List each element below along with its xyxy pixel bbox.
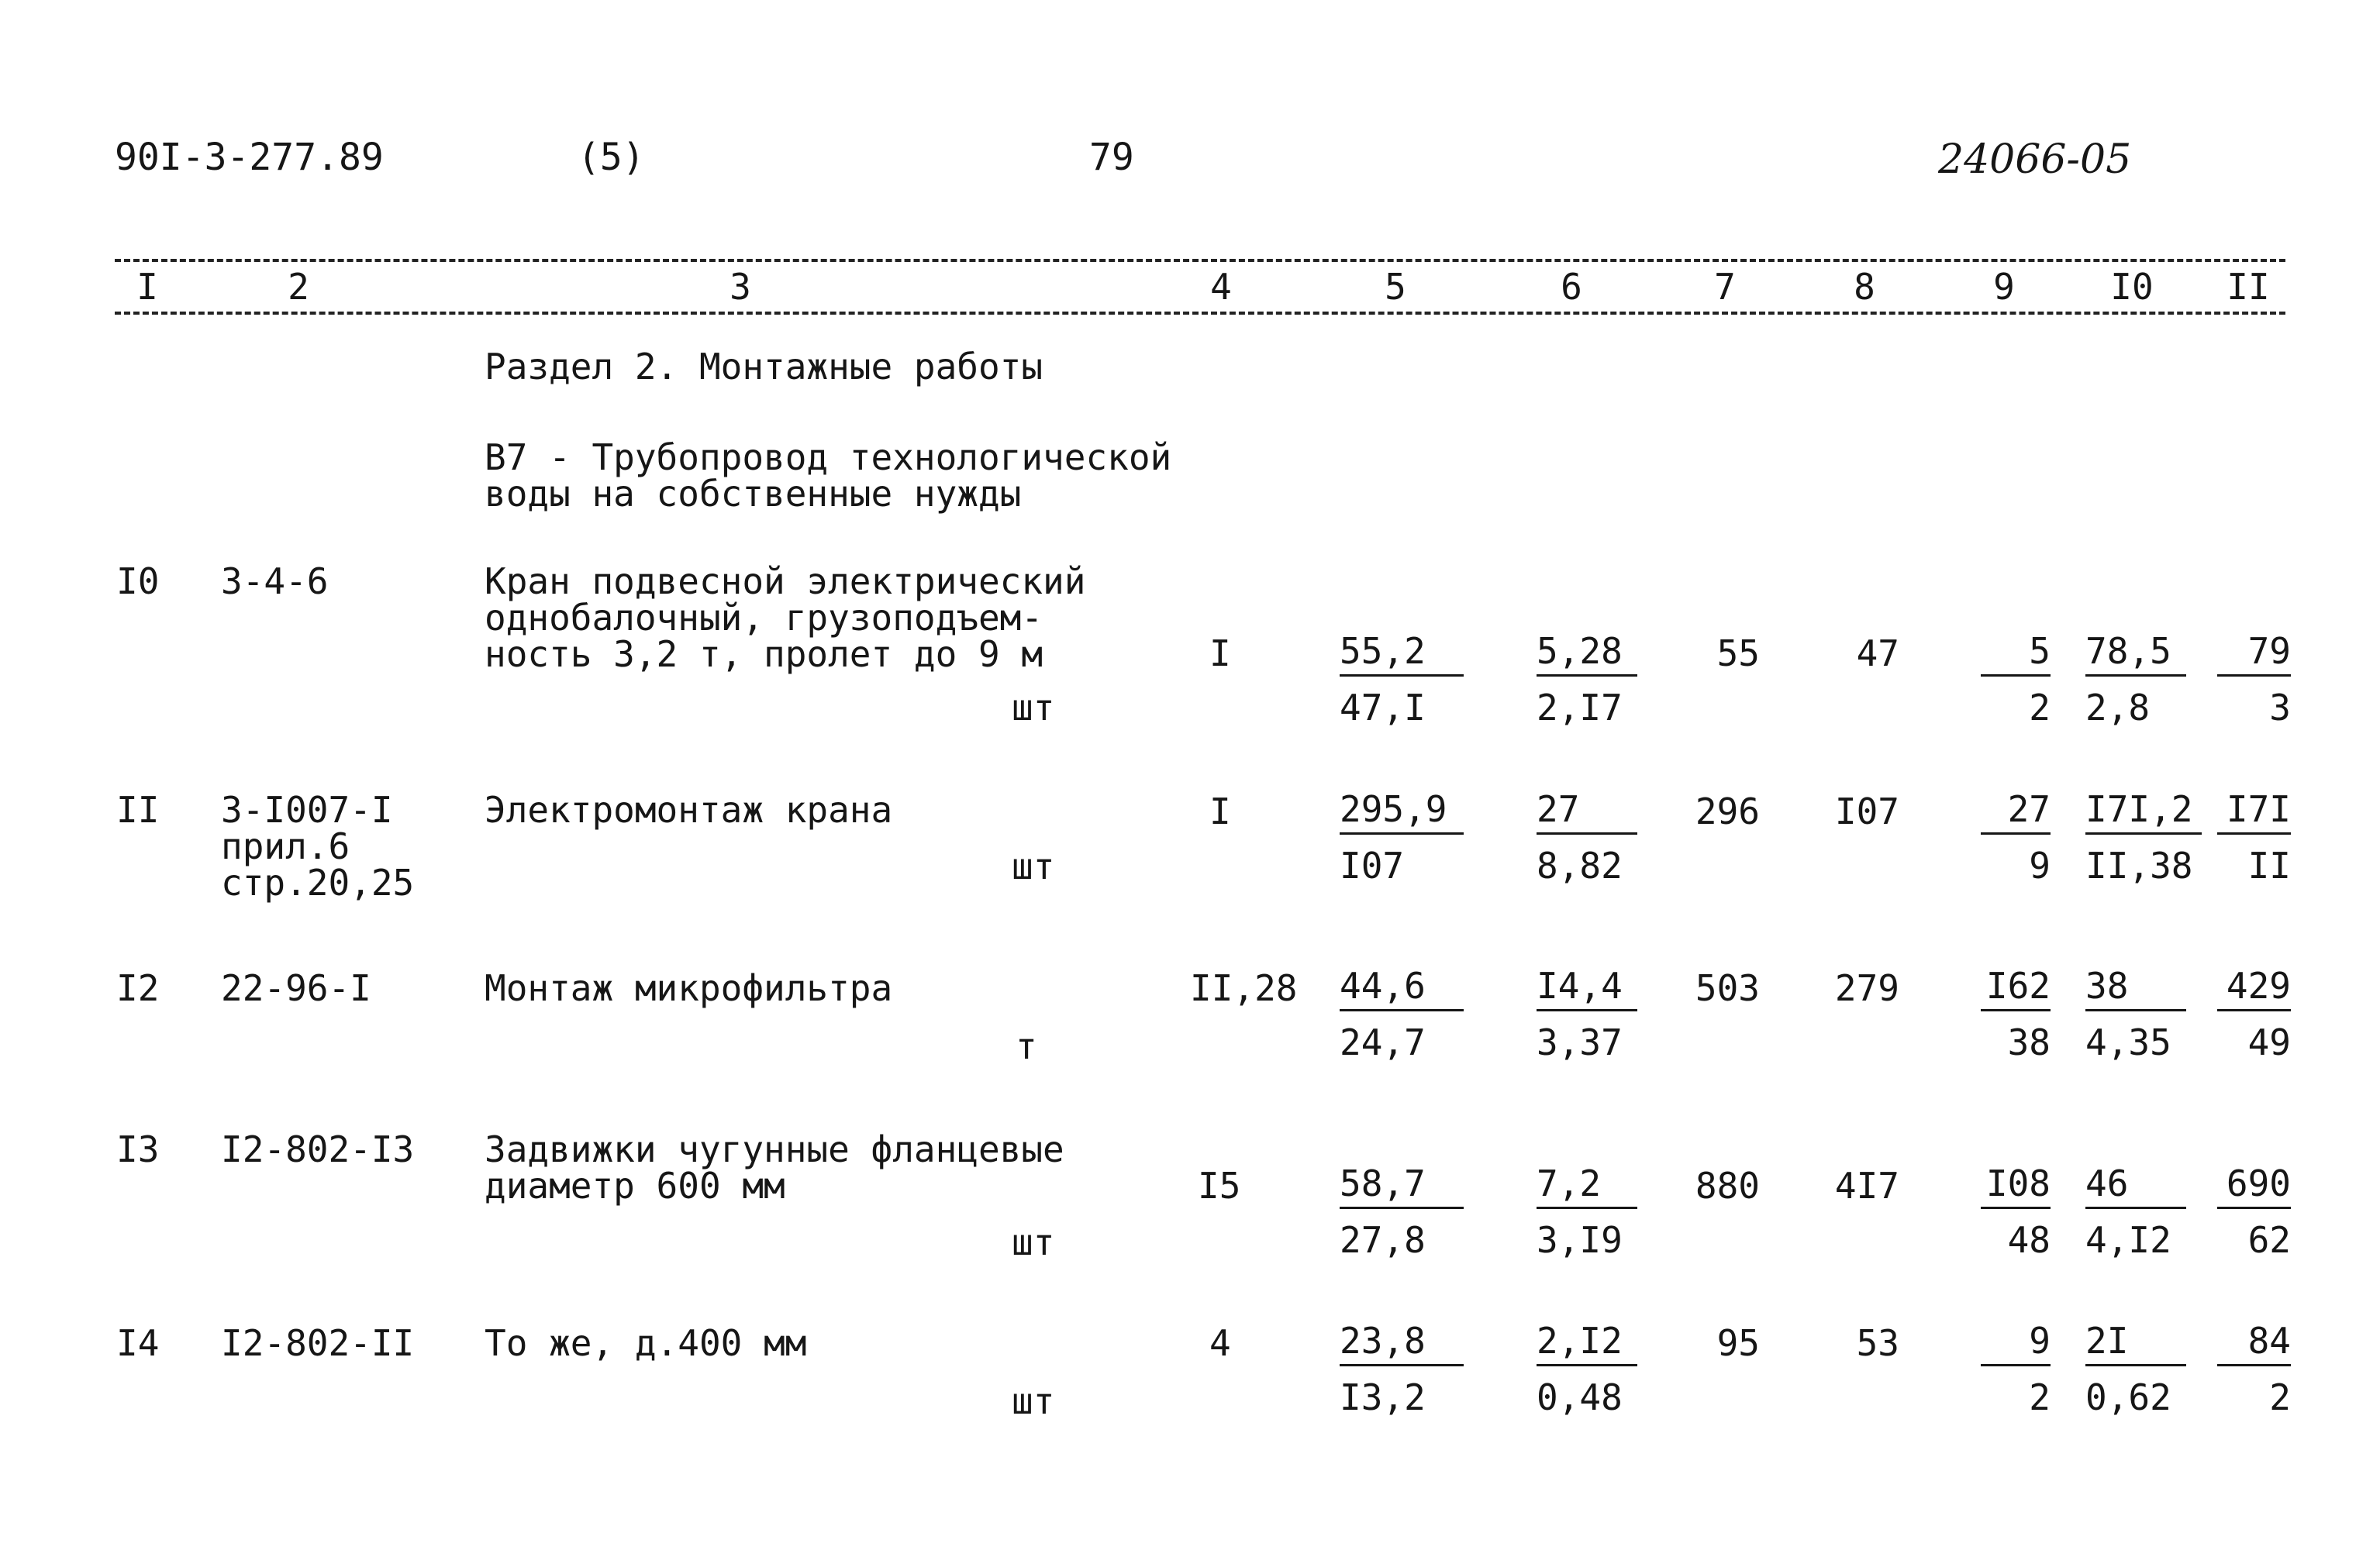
- row-number: I4: [116, 1322, 160, 1364]
- total-cost: 296: [1695, 791, 1760, 832]
- labor-fraction: $\frac{78,5}{2,8}$: [2085, 631, 2186, 728]
- installation-cost-fraction: $\frac{7,2}{3,I9}$: [1537, 1163, 1637, 1260]
- quantity: 4: [1209, 1322, 1231, 1364]
- work-description: Задвижки чугунные фланцевые: [485, 1128, 1064, 1170]
- unit-cost-fraction: $\frac{55,2}{47,I}$: [1340, 631, 1464, 728]
- installation-cost-fraction: $\frac{2,I2}{0,48}$: [1537, 1321, 1637, 1417]
- unit-cost-fraction: $\frac{23,8}{I3,2}$: [1340, 1321, 1464, 1417]
- labor-fraction: $\frac{46}{4,I2}$: [2085, 1163, 2186, 1260]
- labor-fraction: $\frac{I7I,2}{II,38}$: [2085, 789, 2202, 886]
- total-cost: 55: [1716, 632, 1760, 674]
- total-cost: 503: [1695, 967, 1760, 1009]
- column-header-8: 8: [1854, 266, 1875, 308]
- column-header-2: 2: [288, 266, 309, 308]
- row-number: II: [116, 789, 160, 831]
- header-bottom-divider: [115, 312, 2285, 315]
- wages-fraction: $\frac{9}{2}$: [1981, 1321, 2051, 1417]
- row-number: I2: [116, 967, 160, 1009]
- row-number: I3: [116, 1128, 160, 1170]
- work-description: Монтаж микрофильтра: [485, 967, 893, 1009]
- column-header-4: 4: [1210, 266, 1232, 308]
- document-part: (5): [578, 136, 645, 179]
- unit-cost-fraction: $\frac{295,9}{I07}$: [1340, 789, 1464, 886]
- work-description: ность 3,2 т, пролет до 9 м: [485, 633, 1043, 675]
- unit-of-measure: шт: [1012, 687, 1055, 729]
- total-labor-fraction: $\frac{84}{2}$: [2217, 1321, 2291, 1417]
- work-description: То же, д.400 мм: [485, 1322, 807, 1364]
- column-header-9: 9: [1993, 266, 2015, 308]
- price-code: I2-802-I3: [221, 1128, 415, 1170]
- quantity: II,28: [1190, 967, 1298, 1009]
- unit-of-measure: т: [1016, 1025, 1037, 1067]
- header-top-divider: [115, 259, 2285, 262]
- total-labor-fraction: $\frac{79}{3}$: [2217, 631, 2291, 728]
- total-installation: 4I7: [1834, 1165, 1899, 1207]
- total-installation: 279: [1834, 967, 1899, 1009]
- row-number: I0: [116, 560, 160, 602]
- installation-cost-fraction: $\frac{I4,4}{3,37}$: [1537, 966, 1637, 1063]
- work-description: однобалочный, грузоподъем-: [485, 597, 1043, 639]
- labor-fraction: $\frac{38}{4,35}$: [2085, 966, 2186, 1063]
- labor-fraction: $\frac{2I}{0,62}$: [2085, 1321, 2186, 1417]
- unit-cost-fraction: $\frac{58,7}{27,8}$: [1340, 1163, 1464, 1260]
- installation-cost-fraction: $\frac{5,28}{2,I7}$: [1537, 631, 1637, 728]
- wages-fraction: $\frac{I62}{38}$: [1981, 966, 2051, 1063]
- work-description: Электромонтаж крана: [485, 789, 893, 831]
- price-code: 3-I007-I: [221, 789, 393, 831]
- subsection-title-line2: воды на собственные нужды: [485, 473, 1022, 515]
- total-labor-fraction: $\frac{690}{62}$: [2217, 1163, 2291, 1260]
- installation-cost-fraction: $\frac{27}{8,82}$: [1537, 789, 1637, 886]
- price-code: стр.20,25: [221, 862, 415, 904]
- handwritten-code: 24066-05: [1938, 136, 2132, 183]
- price-code: 22-96-I: [221, 967, 371, 1009]
- quantity: I: [1209, 632, 1231, 674]
- unit-of-measure: шт: [1012, 1221, 1055, 1263]
- column-header-6: 6: [1561, 266, 1582, 308]
- section-title: Раздел 2. Монтажные работы: [485, 346, 1043, 388]
- total-labor-fraction: $\frac{I7I}{II}$: [2217, 789, 2291, 886]
- total-installation: I07: [1834, 791, 1899, 832]
- price-code: I2-802-II: [221, 1322, 415, 1364]
- work-description: Кран подвесной электрический: [485, 560, 1086, 602]
- total-cost: 95: [1716, 1322, 1760, 1364]
- column-header-1: I: [136, 266, 158, 308]
- column-header-7: 7: [1714, 266, 1736, 308]
- price-code: прил.6: [221, 825, 350, 867]
- column-header-10: I0: [2110, 266, 2154, 308]
- quantity: I5: [1198, 1165, 1241, 1207]
- total-installation: 53: [1856, 1322, 1899, 1364]
- unit-of-measure: шт: [1012, 1380, 1055, 1422]
- quantity: I: [1209, 791, 1231, 832]
- wages-fraction: $\frac{5}{2}$: [1981, 631, 2051, 728]
- total-labor-fraction: $\frac{429}{49}$: [2217, 966, 2291, 1063]
- total-installation: 47: [1856, 632, 1899, 674]
- subsection-title-line1: В7 - Трубопровод технологической: [485, 436, 1172, 478]
- column-header-3: 3: [730, 266, 751, 308]
- unit-of-measure: шт: [1012, 846, 1055, 887]
- wages-fraction: $\frac{27}{9}$: [1981, 789, 2051, 886]
- price-code: 3-4-6: [221, 560, 329, 602]
- total-cost: 880: [1695, 1165, 1760, 1207]
- column-header-11: II: [2227, 266, 2270, 308]
- unit-cost-fraction: $\frac{44,6}{24,7}$: [1340, 966, 1464, 1063]
- column-header-5: 5: [1385, 266, 1406, 308]
- document-code: 90I-3-277.89: [115, 136, 384, 179]
- wages-fraction: $\frac{I08}{48}$: [1981, 1163, 2051, 1260]
- page-number: 79: [1089, 136, 1134, 179]
- work-description: диаметр 600 мм: [485, 1165, 785, 1207]
